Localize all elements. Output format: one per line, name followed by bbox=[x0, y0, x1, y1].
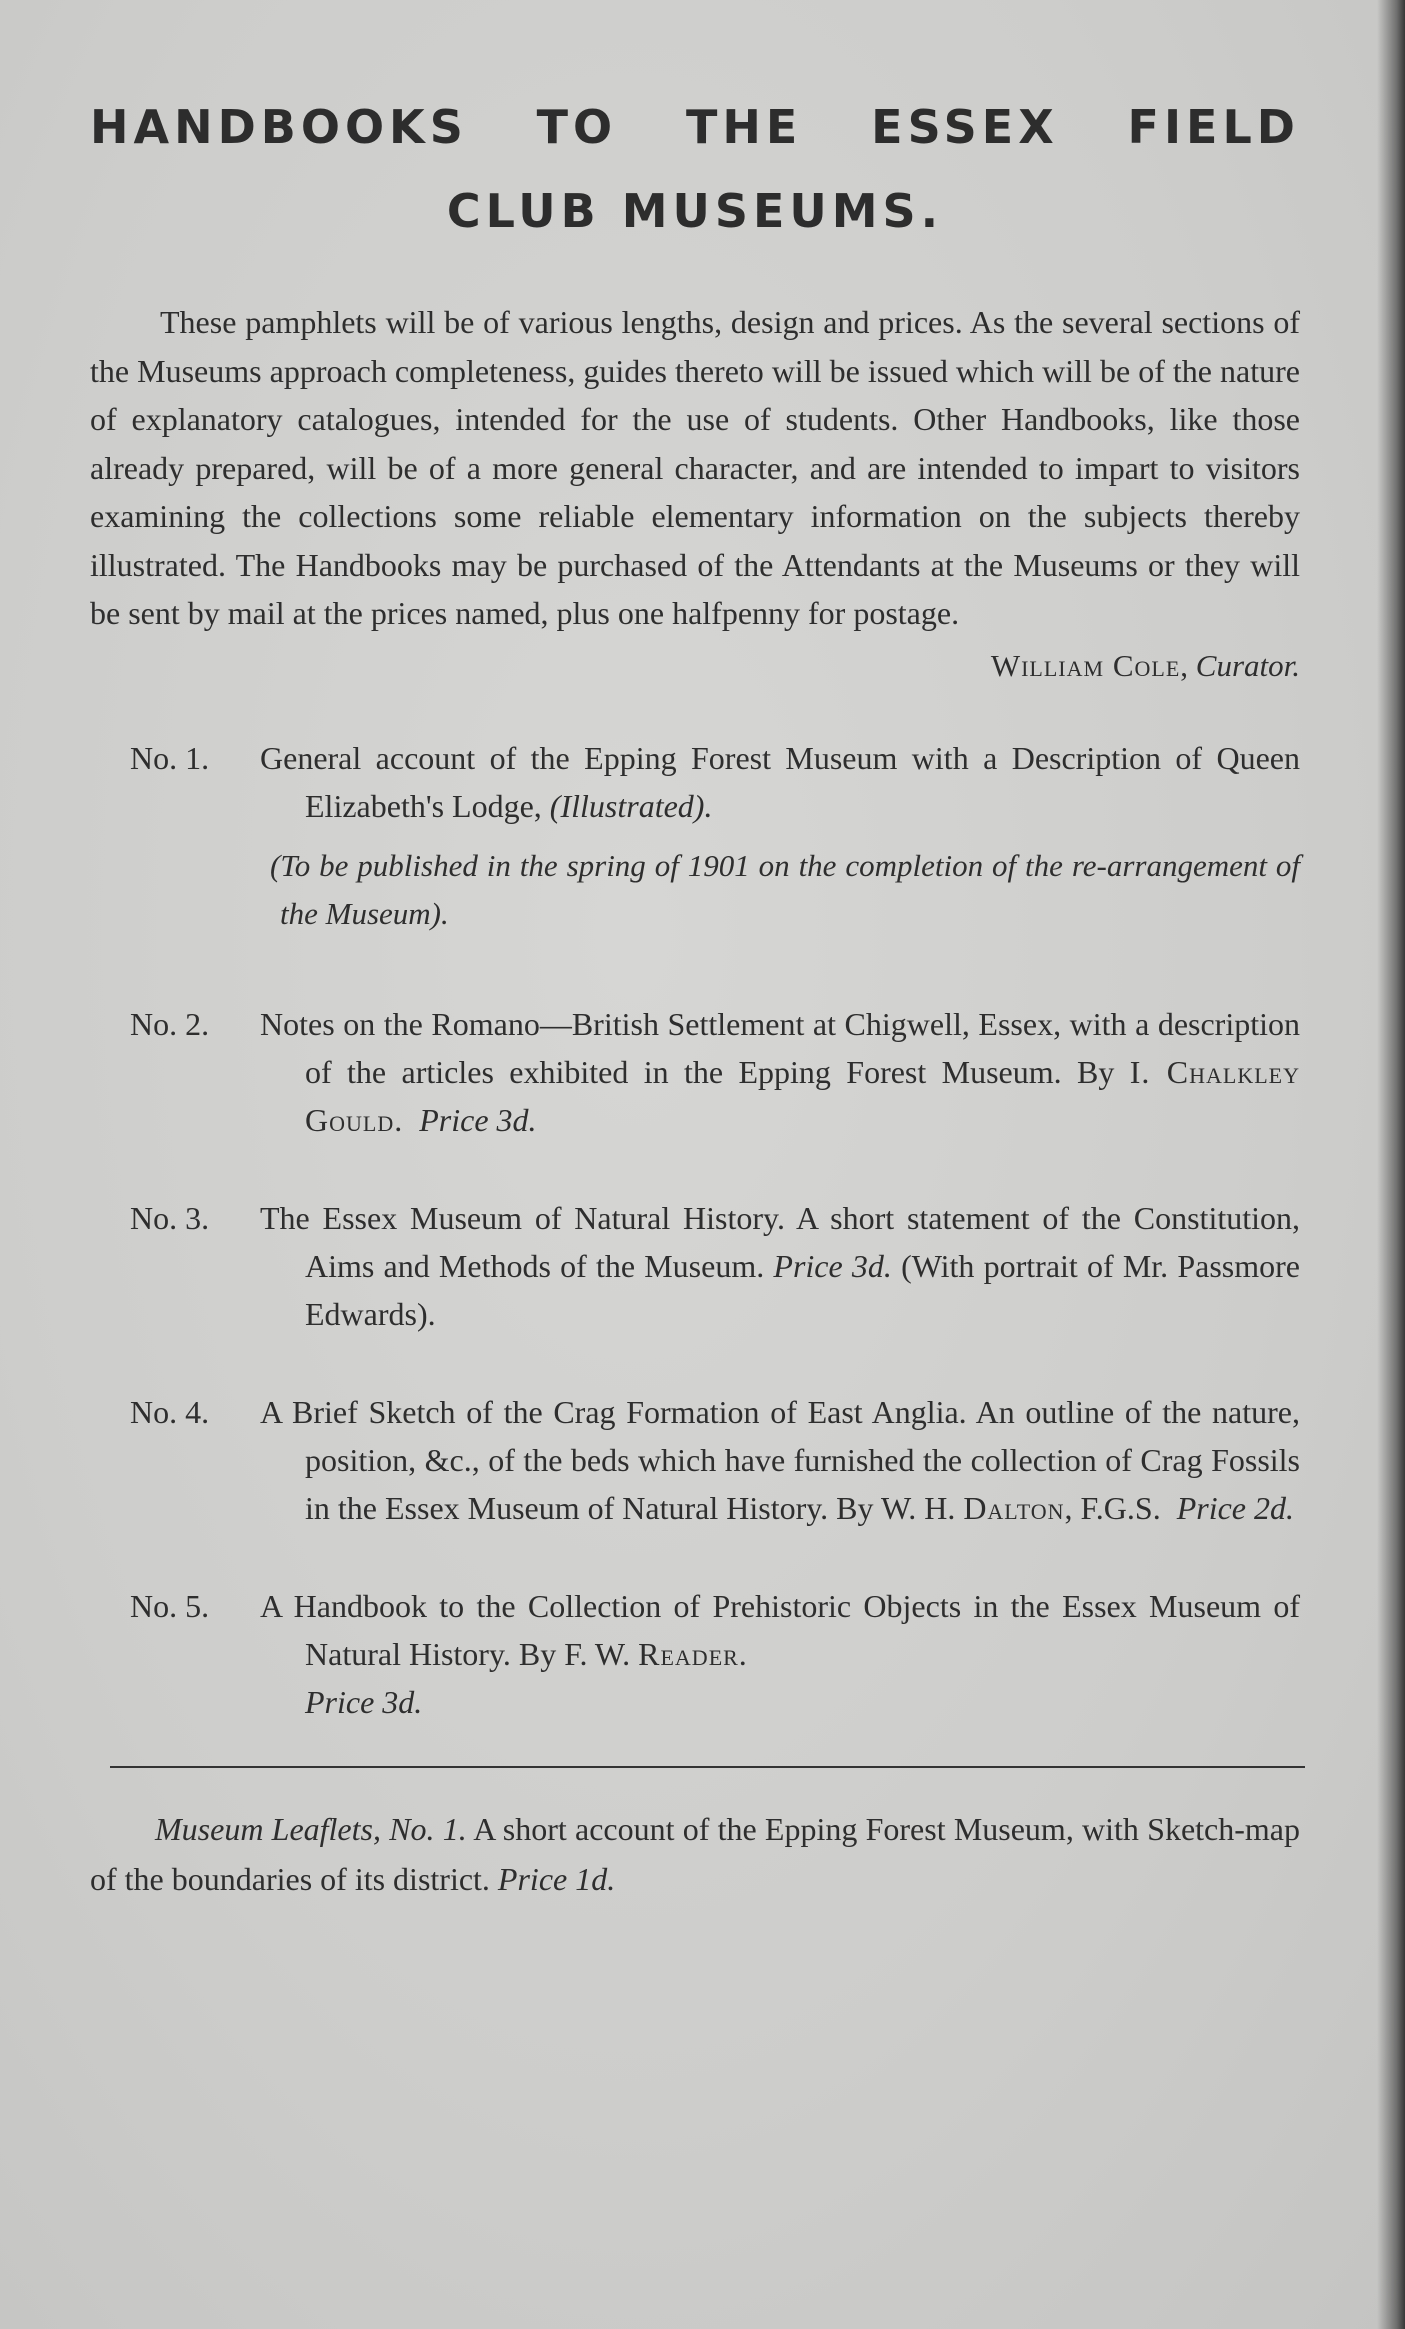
handbook-item-4 bbox=[90, 1388, 1300, 1532]
curator-signature bbox=[90, 648, 1300, 684]
leaflet-description: A short account of the Epping Forest Museum, with Sketch-map of the boundaries of its district. bbox=[90, 1810, 1301, 1897]
item-author: I. Chalkley Gould. bbox=[305, 1053, 1300, 1138]
item-price: Price 2d. bbox=[1176, 1489, 1294, 1526]
page-edge-shadow bbox=[1377, 0, 1405, 2329]
handbook-item-2 bbox=[90, 1000, 1300, 1144]
item-description bbox=[260, 734, 1300, 830]
item-author: Reader. bbox=[638, 1635, 748, 1672]
item-author-suffix: , F.G.S. bbox=[1064, 1489, 1161, 1526]
item-number: No. 5. bbox=[130, 1587, 210, 1624]
title-word: FIELD bbox=[1127, 100, 1300, 154]
item-description bbox=[260, 1388, 1300, 1532]
item-description bbox=[260, 1000, 1300, 1144]
item-author: Dalton bbox=[963, 1489, 1065, 1526]
title-word: HANDBOOKS bbox=[90, 100, 468, 154]
document-title bbox=[90, 100, 1300, 238]
intro-text: These pamphlets will be of various lengths, design and prices. As the several sections of the Museums approach completeness, guides thereto will be issued which will be of the nature of explanatory catalogues, intended for the use of students. Other Handbooks, like those already prepared, will be of a more general character, and are intended to impart to visitors examining the collections some reliable elementary information on the subjects thereby illustrated. The Handbooks may be purchased of the Attendants at the Museums or they will be sent by mail at the prices named, plus one halfpenny for postage. bbox=[90, 304, 1300, 631]
item-number: No. 4. bbox=[130, 1393, 210, 1430]
title-word: ESSEX bbox=[871, 100, 1059, 154]
handbook-item-5 bbox=[90, 1582, 1300, 1726]
title-word: TO bbox=[536, 100, 618, 154]
item-description bbox=[260, 1582, 1300, 1726]
intro-paragraph bbox=[90, 298, 1300, 638]
item-number: No. 3. bbox=[130, 1199, 210, 1236]
publication-note: (To be published in the spring of 1901 on the completion of the re-arrangement of the Museum). bbox=[270, 847, 1300, 931]
horizontal-rule bbox=[110, 1766, 1305, 1768]
item-text: A Handbook to the Collection of Prehistoric Objects in the Essex Museum of Natural History. By F. W. bbox=[260, 1587, 1300, 1672]
title-word: THE bbox=[686, 100, 803, 154]
item-price: Price 3d. bbox=[419, 1101, 537, 1138]
document-page bbox=[90, 100, 1300, 1904]
item-text-after: (With portrait of Mr. Passmore Edwards). bbox=[305, 1247, 1301, 1332]
curator-name: William Cole bbox=[990, 647, 1181, 683]
divider-wrapper bbox=[90, 1766, 1300, 1804]
footer-paragraph bbox=[90, 1804, 1300, 1904]
handbook-item-1 bbox=[90, 734, 1300, 938]
handbook-item-3 bbox=[90, 1194, 1300, 1338]
item-number: No. 1. bbox=[130, 739, 210, 776]
item-text: General account of the Epping Forest Museum with a Description of Queen Elizabeth's Lodge, bbox=[260, 739, 1300, 824]
item-price: Price 3d. bbox=[773, 1247, 892, 1284]
item-text: Notes on the Romano—British Settlement at Chigwell, Essex, with a description of the articles exhibited in the Epping Forest Museum. By bbox=[260, 1005, 1300, 1090]
leaflet-price: Price 1d. bbox=[497, 1860, 616, 1897]
signature-separator: , bbox=[1180, 647, 1196, 683]
leaflet-title: Museum Leaflets, No. 1. bbox=[155, 1810, 467, 1847]
curator-role: Curator. bbox=[1195, 647, 1300, 683]
item-text: A Brief Sketch of the Crag Formation of East Anglia. An outline of the nature, position, &c., of the beds which have furnished the collection of Crag Fossils in the Essex Museum of Natural History. By W. H. bbox=[260, 1393, 1300, 1526]
title-line-2: CLUB MUSEUMS. bbox=[446, 184, 944, 238]
footer-text bbox=[90, 1804, 1300, 1904]
item-italic-note: (Illustrated). bbox=[549, 787, 713, 824]
item-number: No. 2. bbox=[130, 1005, 210, 1042]
item-price: Price 3d. bbox=[305, 1683, 423, 1720]
title-line-1 bbox=[90, 100, 1300, 154]
item-description bbox=[260, 1194, 1300, 1338]
item-text: The Essex Museum of Natural History. A short statement of the Constitution, Aims and Methods of the Museum. bbox=[260, 1199, 1300, 1284]
